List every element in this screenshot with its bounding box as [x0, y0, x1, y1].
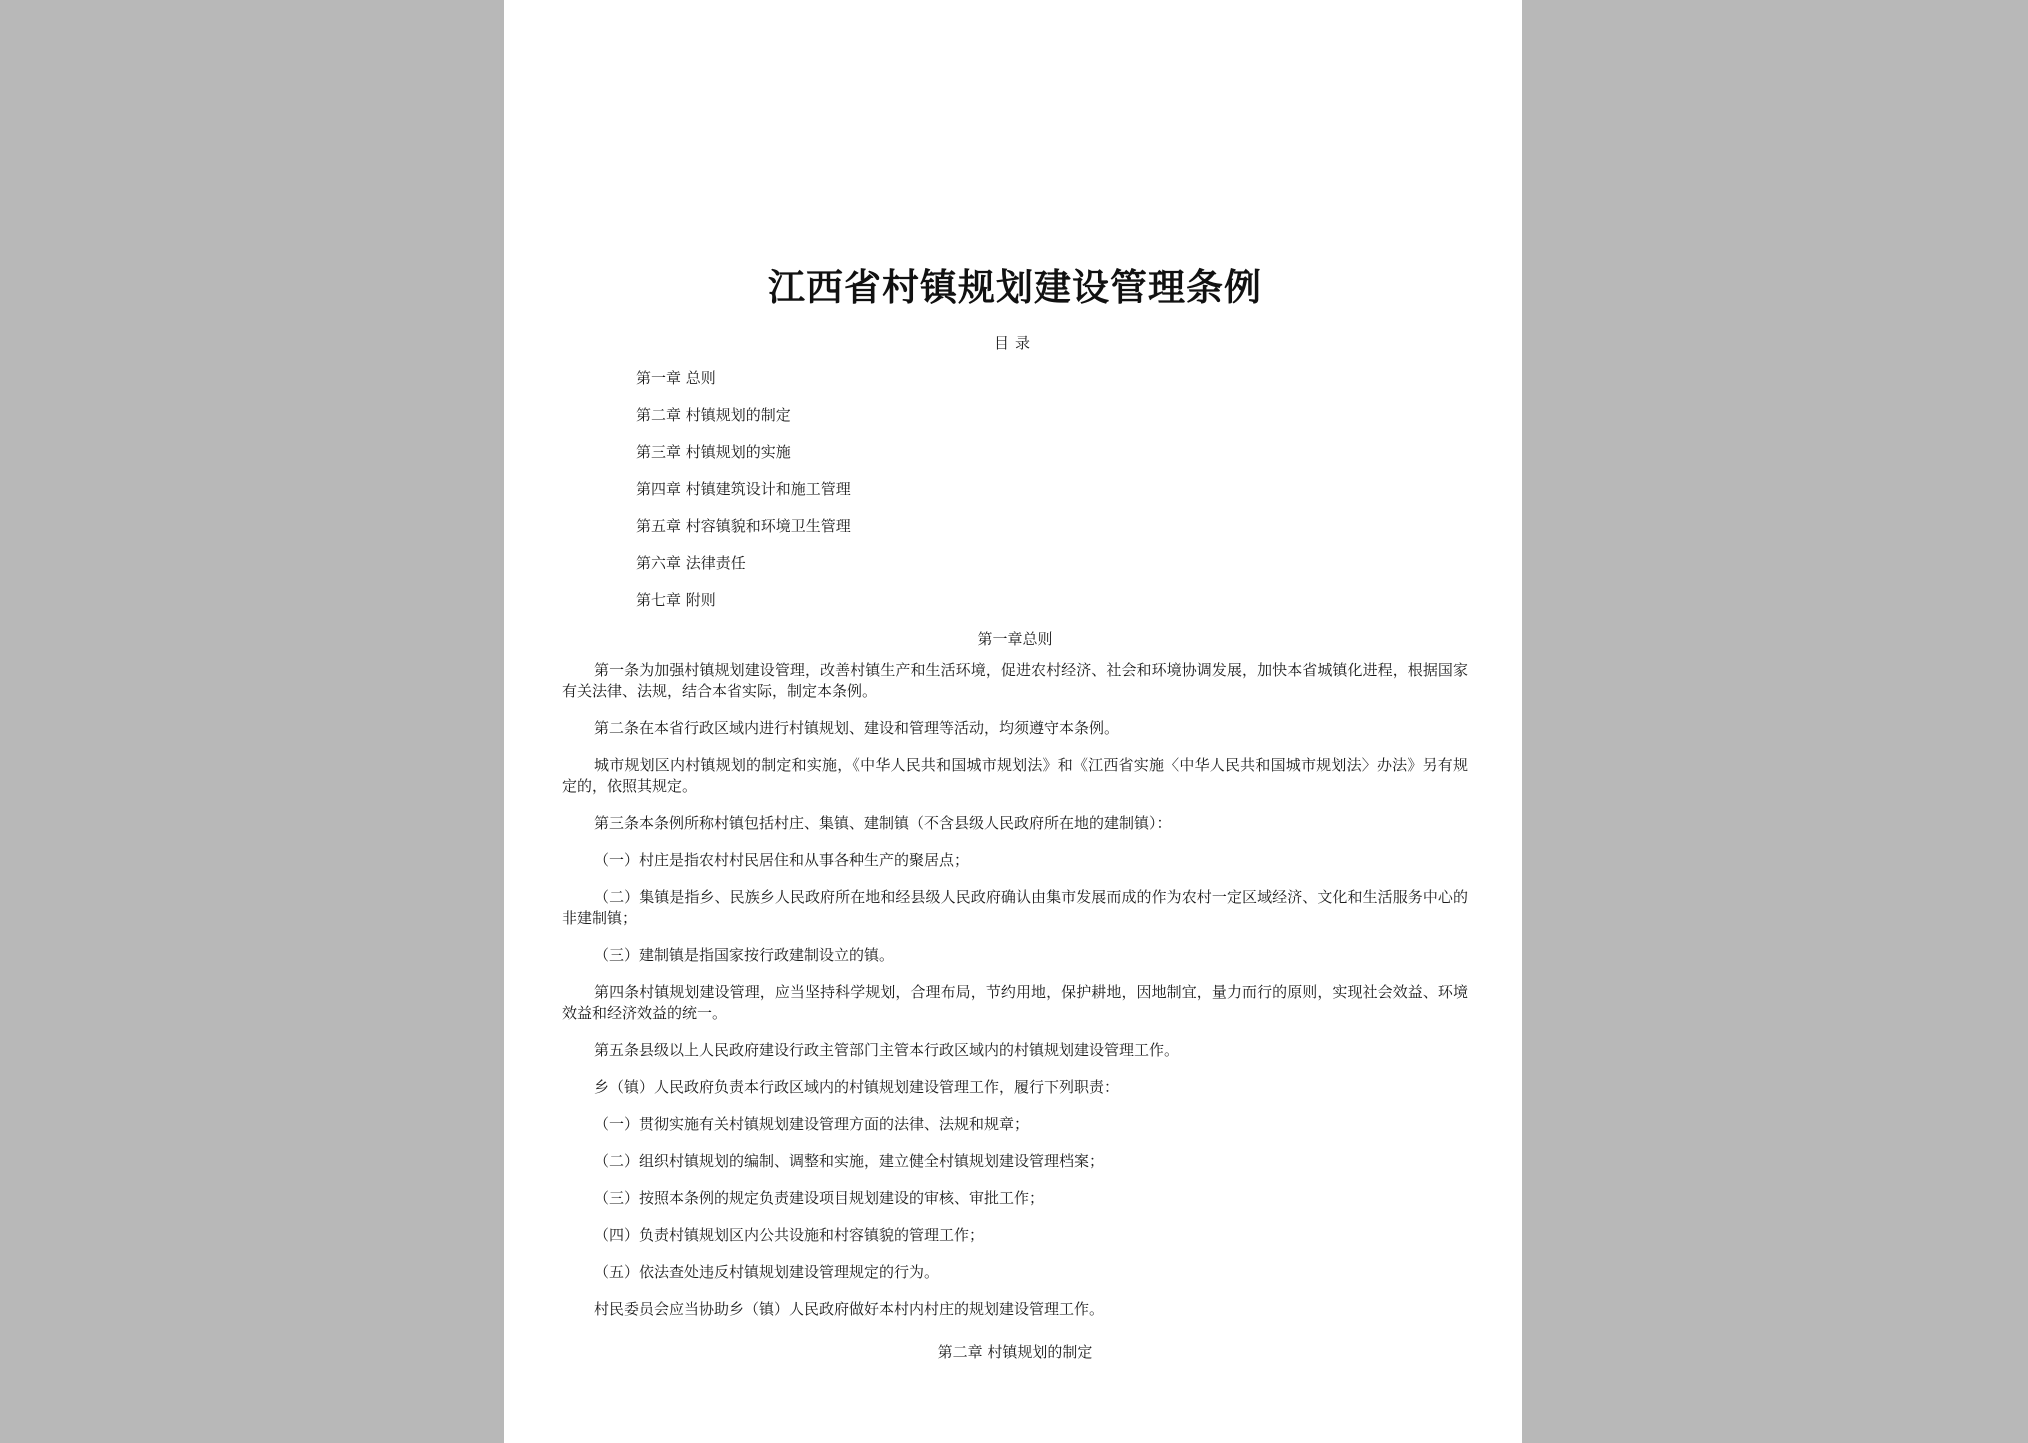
paragraph: 第五条县级以上人民政府建设行政主管部门主管本行政区域内的村镇规划建设管理工作。 [594, 1041, 1180, 1059]
toc-item-chapter-3: 第三章 村镇规划的实施 [636, 443, 791, 461]
paragraph: （二）集镇是指乡、民族乡人民政府所在地和经县级人民政府确认由集市发展而成的作为农村一定区域经济、文化和生活服务中心的非建制镇； [562, 888, 1468, 927]
paragraph: （一）村庄是指农村村民居住和从事各种生产的聚居点； [594, 851, 970, 869]
toc-item-chapter-5: 第五章 村容镇貌和环境卫生管理 [636, 517, 851, 535]
toc-item-chapter-1: 第一章 总则 [636, 369, 716, 387]
paragraph: （三）按照本条例的规定负责建设项目规划建设的审核、审批工作； [594, 1189, 1045, 1207]
paragraph: 第一条为加强村镇规划建设管理，改善村镇生产和生活环境，促进农村经济、社会和环境协调发展，加快本省城镇化进程，根据国家有关法律、法规，结合本省实际，制定本条例。 [562, 661, 1468, 700]
table-of-contents [636, 366, 851, 625]
chapter-1-body [562, 660, 1468, 1336]
paragraph: 第二条在本省行政区域内进行村镇规划、建设和管理等活动，均须遵守本条例。 [594, 719, 1120, 737]
paragraph: 第四条村镇规划建设管理，应当坚持科学规划，合理布局，节约用地，保护耕地，因地制宜，量力而行的原则，实现社会效益、环境效益和经济效益的统一。 [562, 983, 1468, 1022]
toc-item-chapter-2: 第二章 村镇规划的制定 [636, 406, 791, 424]
paragraph: （五）依法查处违反村镇规划建设管理规定的行为。 [594, 1263, 940, 1281]
chapter-2-heading: 第二章 村镇规划的制定 [937, 1343, 1093, 1361]
paragraph: （三）建制镇是指国家按行政建制设立的镇。 [594, 946, 895, 964]
paragraph: 第三条本条例所称村镇包括村庄、集镇、建制镇（不含县级人民政府所在地的建制镇）： [594, 814, 1172, 832]
document-title: 江西省村镇规划建设管理条例 [768, 265, 1262, 309]
toc-item-chapter-6: 第六章 法律责任 [636, 554, 746, 572]
paragraph: （一）贯彻实施有关村镇规划建设管理方面的法律、法规和规章； [594, 1115, 1030, 1133]
paragraph: 乡（镇）人民政府负责本行政区域内的村镇规划建设管理工作，履行下列职责： [594, 1078, 1120, 1096]
chapter-1-heading: 第一章总则 [977, 630, 1053, 648]
paragraph: （二）组织村镇规划的编制、调整和实施，建立健全村镇规划建设管理档案； [594, 1152, 1105, 1170]
paragraph: 村民委员会应当协助乡（镇）人民政府做好本村内村庄的规划建设管理工作。 [594, 1300, 1105, 1318]
document-page [504, 0, 1522, 1443]
toc-item-chapter-4: 第四章 村镇建筑设计和施工管理 [636, 480, 851, 498]
toc-heading: 目录 [993, 334, 1036, 352]
paragraph: 城市规划区内村镇规划的制定和实施，《中华人民共和国城市规划法》和《江西省实施〈中华人民共和国城市规划法〉办法》另有规定的，依照其规定。 [562, 756, 1468, 795]
toc-item-chapter-7: 第七章 附则 [636, 591, 716, 609]
paragraph: （四）负责村镇规划区内公共设施和村容镇貌的管理工作； [594, 1226, 985, 1244]
